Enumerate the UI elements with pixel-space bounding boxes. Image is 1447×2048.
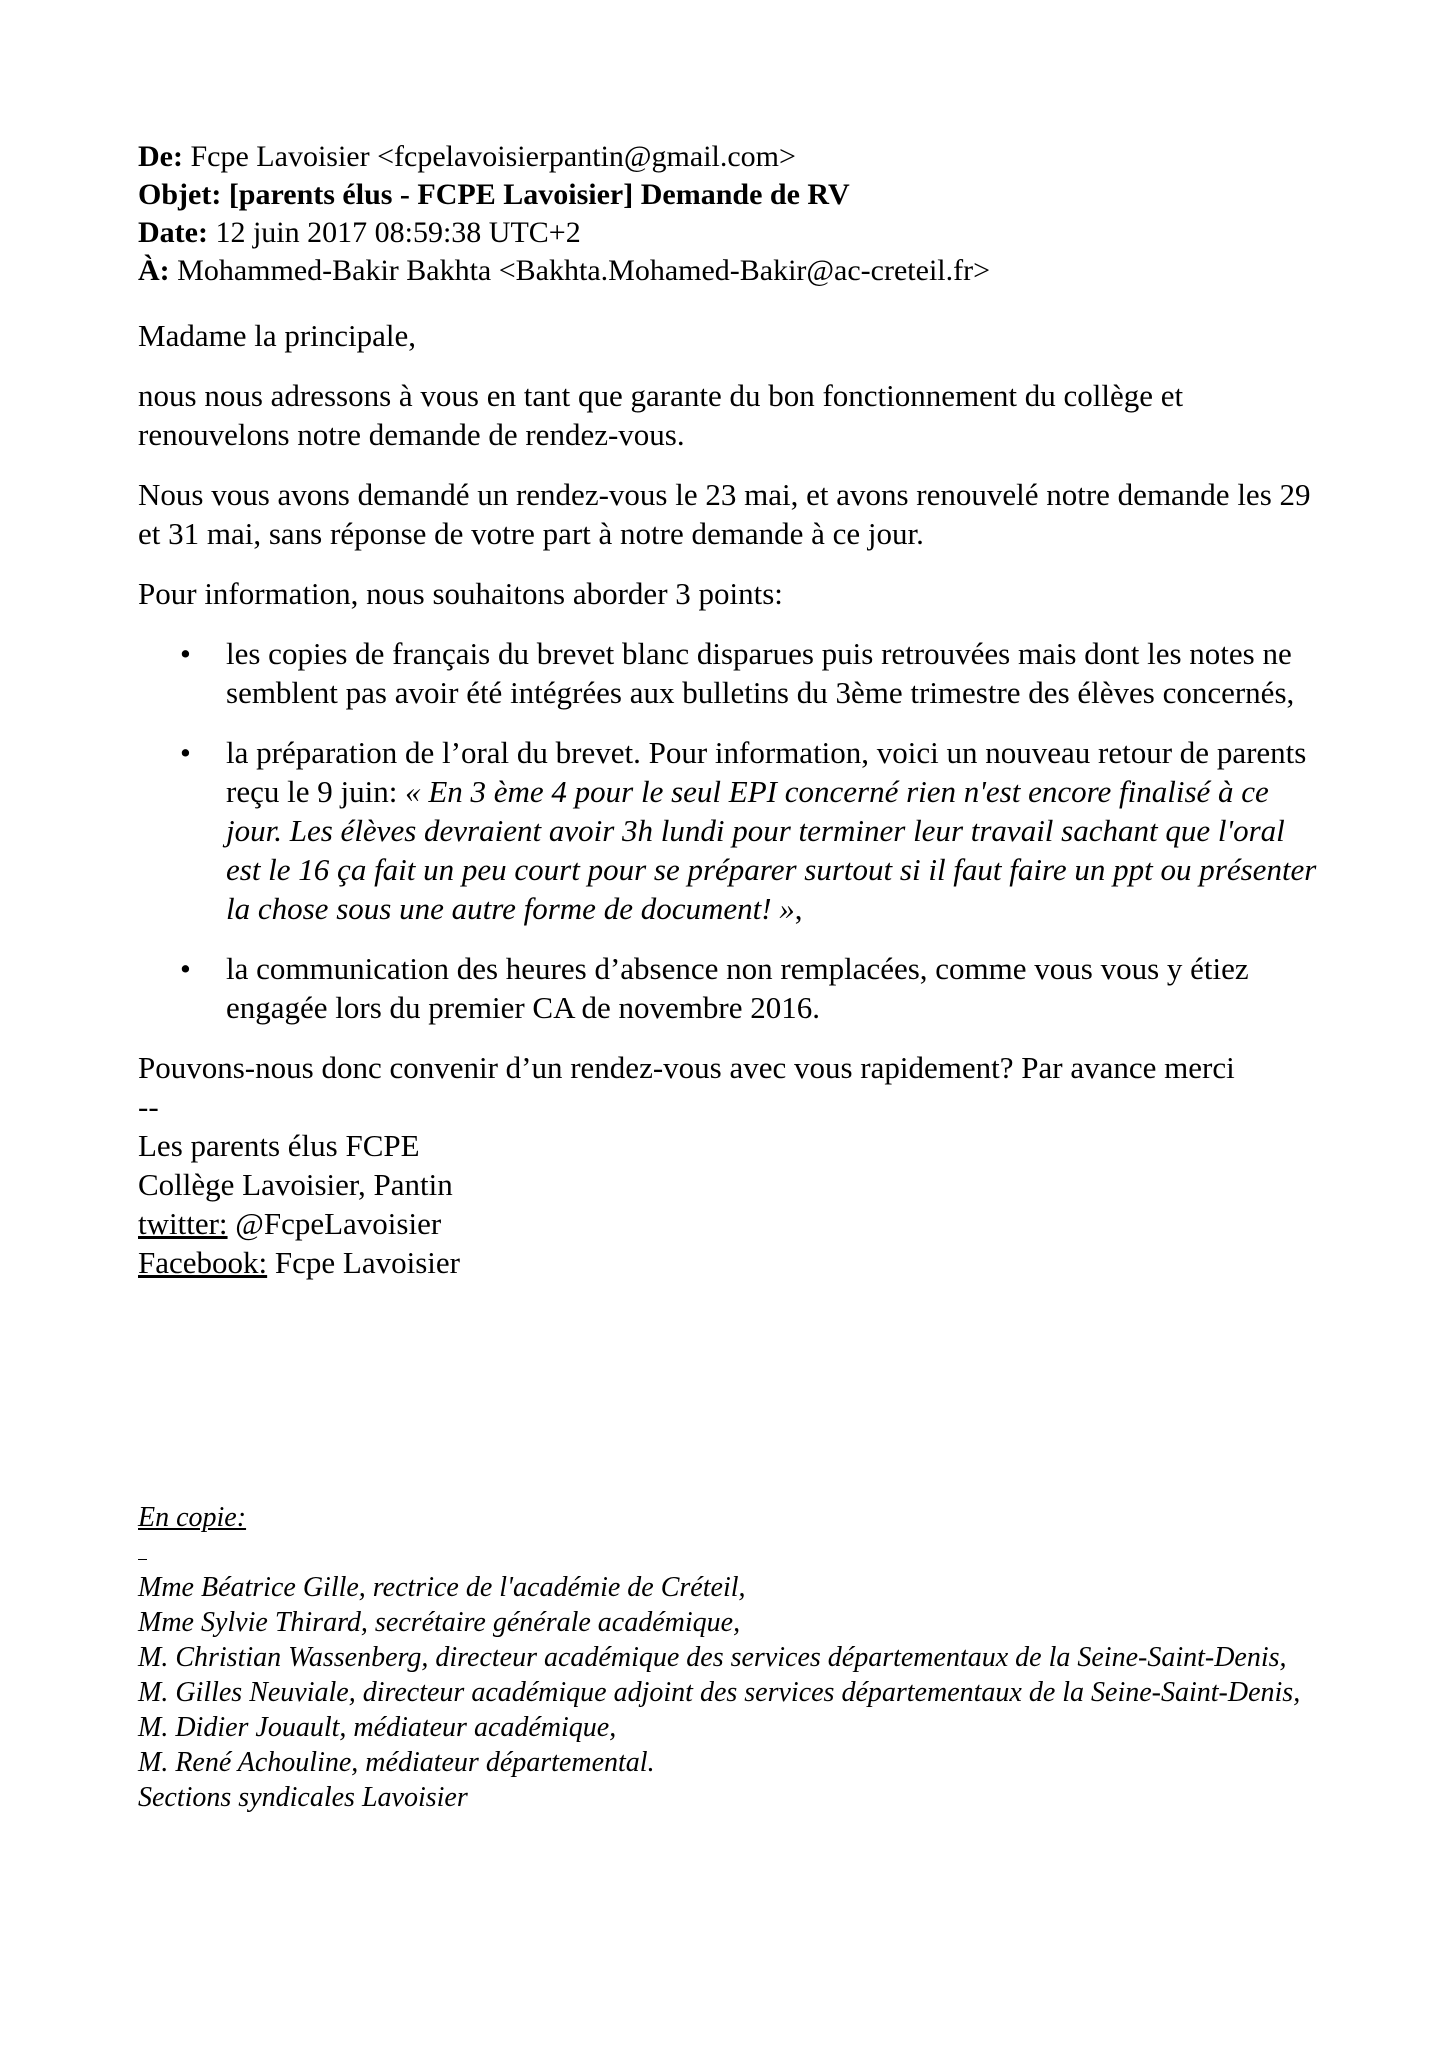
paragraph-points-intro: Pour information, nous souhaitons aborder 3 points: xyxy=(138,576,783,611)
copy-recipient: M. René Achouline, médiateur départemental. xyxy=(138,1747,655,1778)
facebook-label[interactable]: Facebook: xyxy=(138,1245,268,1280)
paragraph-history: Nous vous avons demandé un rendez-vous le 23 mai, et avons renouvelé notre demande les 29 et 31 mai, sans réponse de votre part à notre demande à ce jour. xyxy=(138,477,1311,551)
list-item xyxy=(138,733,1318,928)
to-label: À: xyxy=(138,254,170,287)
point-oral-quote: « En 3 ème 4 pour le seul EPI concerné rien n'est encore finalisé à ce jour. Les élèves devraient avoir 3h lundi pour terminer leur travail sachant que l'oral est le 16 ça fait un peu court pour se préparer surtout si il faut faire un ppt ou présenter la chose sous une autre forme de document! » xyxy=(226,774,1317,926)
signature-separator: -- xyxy=(138,1089,159,1124)
point-oral-end: , xyxy=(794,891,803,926)
date-label: Date: xyxy=(138,216,208,249)
signature-twitter xyxy=(138,1204,1318,1243)
date-value: 12 juin 2017 08:59:38 UTC+2 xyxy=(215,216,581,249)
copy-recipient: Sections syndicales Lavoisier xyxy=(138,1782,468,1813)
copies-section xyxy=(138,1500,1318,1815)
copy-recipient: M. Didier Jouault, médiateur académique, xyxy=(138,1712,617,1743)
email-headers xyxy=(138,138,1318,290)
paragraph-purpose: nous nous adressons à vous en tant que garante du bon fonctionnement du collège et renouvelons notre demande de rendez-vous. xyxy=(138,378,1184,452)
point-copies: les copies de français du brevet blanc disparues puis retrouvées mais dont les notes ne semblent pas avoir été intégrées aux bulletins du 3ème trimestre des élèves concernés, xyxy=(226,636,1295,710)
dash-mark xyxy=(138,1549,147,1560)
points-list xyxy=(138,634,1318,1027)
copy-recipient: Mme Béatrice Gille, rectrice de l'académie de Créteil, xyxy=(138,1572,746,1603)
subject-value: [parents élus - FCPE Lavoisier] Demande de RV xyxy=(228,178,850,211)
header-from xyxy=(138,138,1318,176)
copies-title: En copie: xyxy=(138,1502,247,1533)
signature-facebook xyxy=(138,1243,1318,1282)
bullet-icon: • xyxy=(180,735,191,770)
from-value: Fcpe Lavoisier <fcpelavoisierpantin@gmail.com> xyxy=(190,140,796,173)
header-subject xyxy=(138,176,1318,214)
from-label: De: xyxy=(138,140,183,173)
twitter-handle: @FcpeLavoisier xyxy=(227,1206,442,1241)
copy-recipient: Mme Sylvie Thirard, secrétaire générale académique, xyxy=(138,1607,741,1638)
closing: Pouvons-nous donc convenir d’un rendez-vous avec vous rapidement? Par avance merci xyxy=(138,1050,1235,1085)
header-to xyxy=(138,252,1318,290)
email-document xyxy=(138,138,1318,1282)
to-value: Mohammed-Bakir Bakhta <Bakhta.Mohamed-Bakir@ac-creteil.fr> xyxy=(177,254,991,287)
bullet-icon: • xyxy=(180,636,191,671)
list-item xyxy=(138,949,1318,1027)
point-oral-intro: la préparation de l’oral du brevet. Pour information, voici un nouveau retour de parents reçu le 9 juin: xyxy=(226,735,1307,809)
twitter-label[interactable]: twitter: xyxy=(138,1206,228,1241)
signature-name: Les parents élus FCPE xyxy=(138,1128,420,1163)
header-date xyxy=(138,214,1318,252)
bullet-icon: • xyxy=(180,951,191,986)
copy-recipient: M. Christian Wassenberg, directeur académique des services départementaux de la Seine-Saint-Denis, xyxy=(138,1642,1287,1673)
subject-label: Objet: xyxy=(138,178,222,211)
greeting: Madame la principale, xyxy=(138,318,417,353)
copy-recipient: M. Gilles Neuviale, directeur académique adjoint des services départementaux de la Seine-Saint-Denis, xyxy=(138,1677,1301,1708)
signature-school: Collège Lavoisier, Pantin xyxy=(138,1167,453,1202)
point-absences: la communication des heures d’absence non remplacées, comme vous vous y étiez engagée lors du premier CA de novembre 2016. xyxy=(226,951,1249,1025)
signature xyxy=(138,1087,1318,1282)
list-item xyxy=(138,634,1318,712)
facebook-page: Fcpe Lavoisier xyxy=(267,1245,460,1280)
